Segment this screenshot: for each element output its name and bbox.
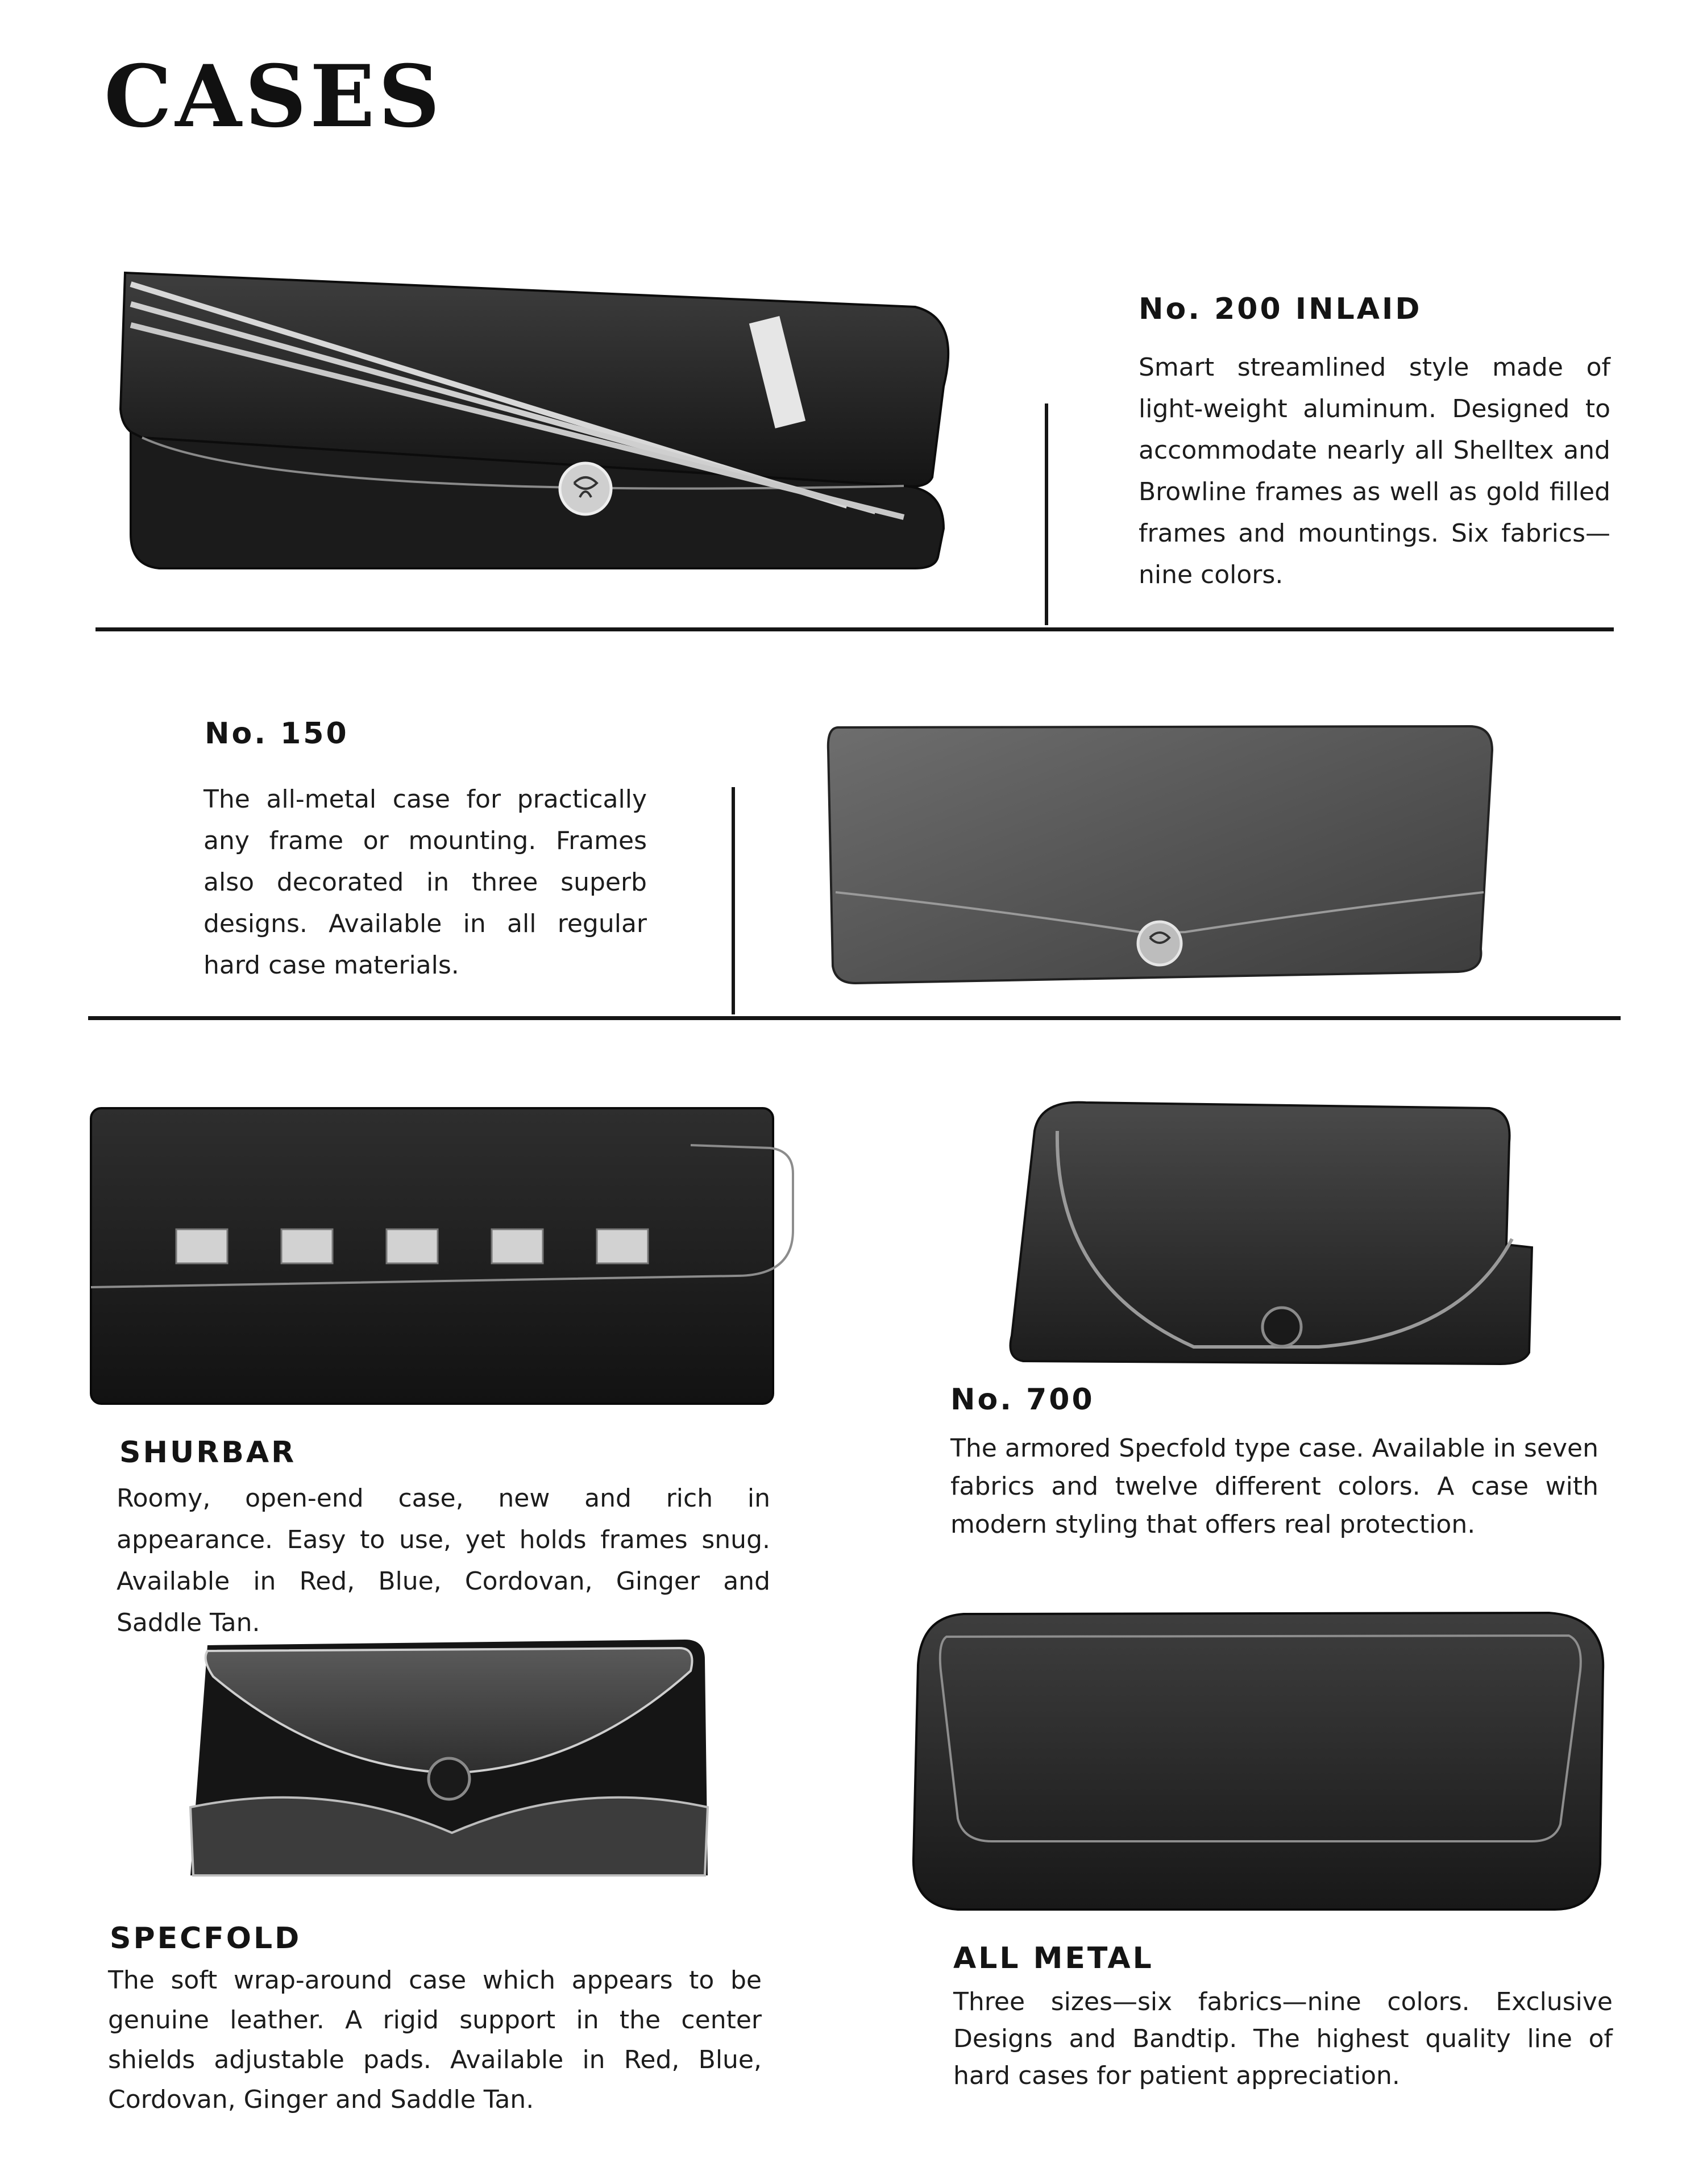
vertical-divider <box>1045 403 1048 625</box>
product-description-specfold: The soft wrap-around case which appears to be genuine leather. A rigid support in the center shields adjustable pads. Available in Red, Blue, Cordovan, Ginger and Saddle Tan. <box>108 1966 762 2114</box>
product-heading-no-700: No. 700 <box>950 1383 1095 1417</box>
product-heading-specfold: SPECFOLD <box>110 1921 302 1956</box>
case-photo-shurbar <box>88 1105 799 1407</box>
product-description-no-200-inlaid: Smart streamlined style made of light-weight aluminum. Designed to accommodate nearly all Shelltex and Browline frames as well as gold filled frames and mountings. Six fabrics—nine colors. <box>1139 353 1610 589</box>
product-description-shurbar: Roomy, open-end case, new and rich in appearance. Easy to use, yet holds frames snug. Available in Red, Blue, Cordovan, Ginger and Saddle Tan. <box>117 1484 770 1637</box>
horizontal-divider <box>95 627 1614 631</box>
case-photo-specfold <box>185 1637 713 1887</box>
product-description-no-150: The all-metal case for practically any frame or mounting. Frames also decorated in three superb designs. Available in all regular hard case materials. <box>203 785 647 980</box>
case-photo-no-200-inlaid <box>108 261 972 580</box>
case-photo-no-150 <box>821 722 1504 989</box>
product-heading-shurbar: SHURBAR <box>119 1436 297 1470</box>
case-photo-no-700 <box>1000 1097 1546 1381</box>
product-description-no-700: The armored Specfold type case. Available in seven fabrics and twelve different colors. A case with modern styling that offers real protection. <box>950 1434 1598 1539</box>
page-title: CASES <box>104 47 443 147</box>
product-description-all-metal: Three sizes—six fabrics—nine colors. Exclusive Designs and Bandtip. The highest quality line of hard cases for patient appreciation. <box>953 1987 1613 2090</box>
product-heading-no-200-inlaid: No. 200 INLAID <box>1139 292 1422 326</box>
vertical-divider <box>732 787 735 1014</box>
case-photo-all-metal <box>907 1608 1609 1915</box>
product-heading-all-metal: ALL METAL <box>953 1941 1154 1975</box>
horizontal-divider <box>88 1016 1621 1020</box>
product-heading-no-150: No. 150 <box>205 717 349 751</box>
